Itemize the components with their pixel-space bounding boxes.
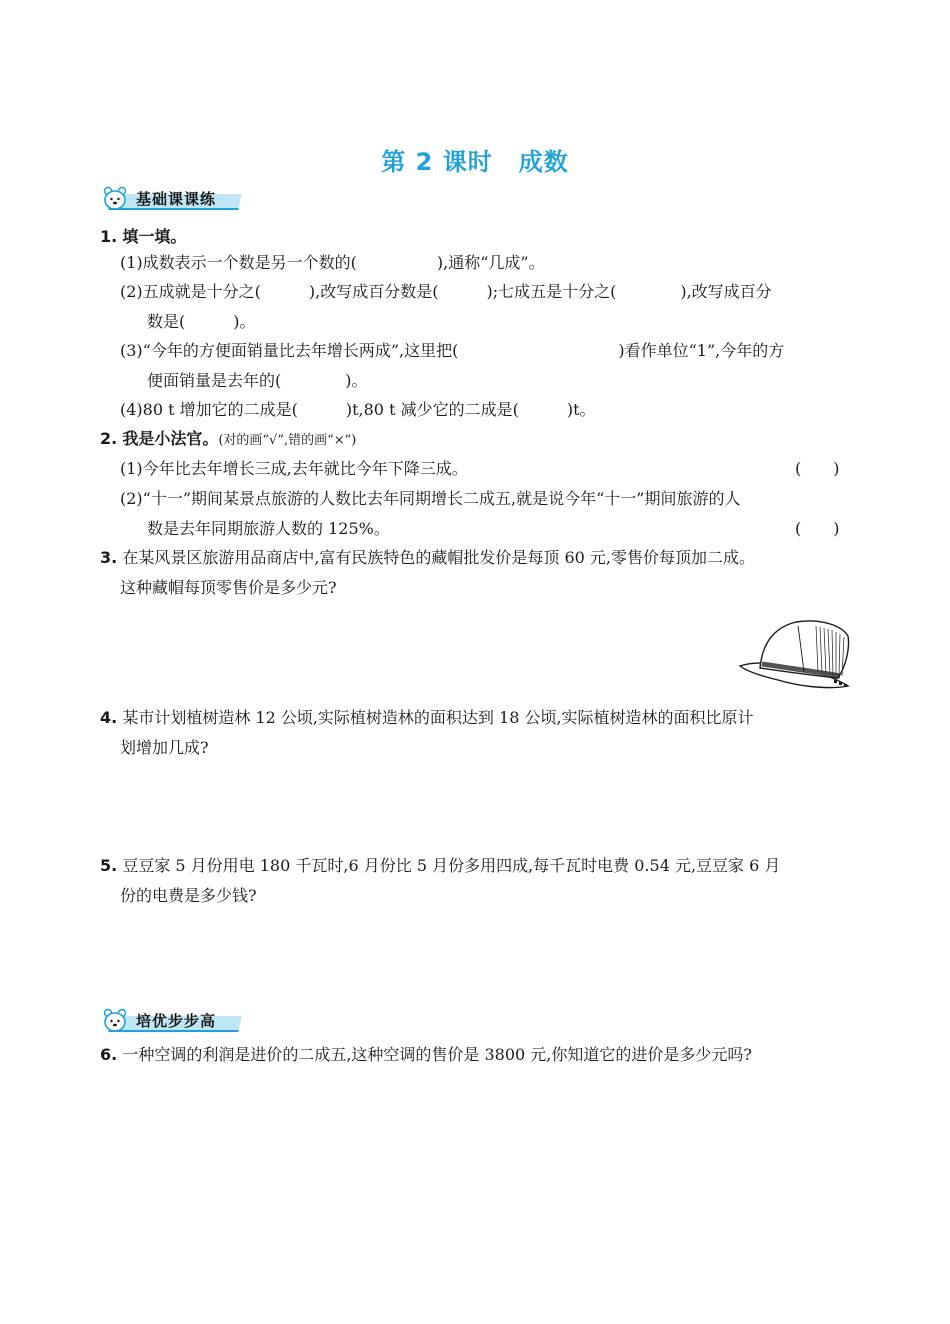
hat-illustration [738,616,852,690]
q2-line-2: (2)“十一”期间某景点旅游的人数比去年同期增长二成五,就是说今年“十一”期间旅游的人 [120,489,741,508]
q2-header: 2. 我是小法官。(对的画“√”,错的画“×”) [100,429,357,448]
title-lesson: 第 2 课时 [381,148,493,176]
title-topic: 成数 [518,148,569,176]
q3-line-1: 3. 在某风景区旅游用品商店中,富有民族特色的藏帽批发价是每顶 60 元,零售价每顶加二成。 [100,548,756,567]
q3-line-2: 这种藏帽每顶零售价是多少元? [120,578,337,597]
section-banner-advanced [102,1008,240,1034]
section-banner-basic [102,186,240,212]
q5-line-2: 份的电费是多少钱? [120,886,257,905]
page-title [0,142,950,177]
q1-line-5: 便面销量是去年的( )。 [147,371,368,390]
section-label-basic: 基础课课练 [136,190,217,208]
q1-line-6: (4)80 t 增加它的二成是( )t,80 t 减少它的二成是( )t。 [120,400,596,419]
bear-mascot-icon [102,1008,128,1032]
bear-mascot-icon [102,186,128,210]
q1-line-3: 数是( )。 [147,312,256,331]
q1-line-4: (3)“今年的方便面销量比去年增长两成”,这里把( )看作单位“1”,今年的方 [120,341,785,360]
q2-line-1: (1)今年比去年增长三成,去年就比今年下降三成。 [120,459,468,478]
q6-line-1: 6. 一种空调的利润是进价的二成五,这种空调的售价是 3800 元,你知道它的进价是多少元吗? [100,1045,752,1064]
q5-line-1: 5. 豆豆家 5 月份用电 180 千瓦时,6 月份比 5 月份多用四成,每千瓦时电费 0.54 元,豆豆家 6 月 [100,856,781,875]
section-label-advanced: 培优步步高 [136,1012,217,1030]
q1-header: 1. 填一填。 [100,227,187,246]
q4-line-2: 划增加几成? [120,738,209,757]
q2-judge-1[interactable]: ( ) [795,459,840,478]
q1-line-1: (1)成数表示一个数是另一个数的( ),通称“几成”。 [120,253,545,272]
q4-line-1: 4. 某市计划植树造林 12 公顷,实际植树造林的面积达到 18 公顷,实际植树造林的面积比原计 [100,708,754,727]
q1-line-2: (2)五成就是十分之( ),改写成百分数是( );七成五是十分之( ),改写成百分 [120,282,772,301]
q2-line-3: 数是去年同期旅游人数的 125%。 [147,519,390,538]
q2-judge-2[interactable]: ( ) [795,519,840,538]
